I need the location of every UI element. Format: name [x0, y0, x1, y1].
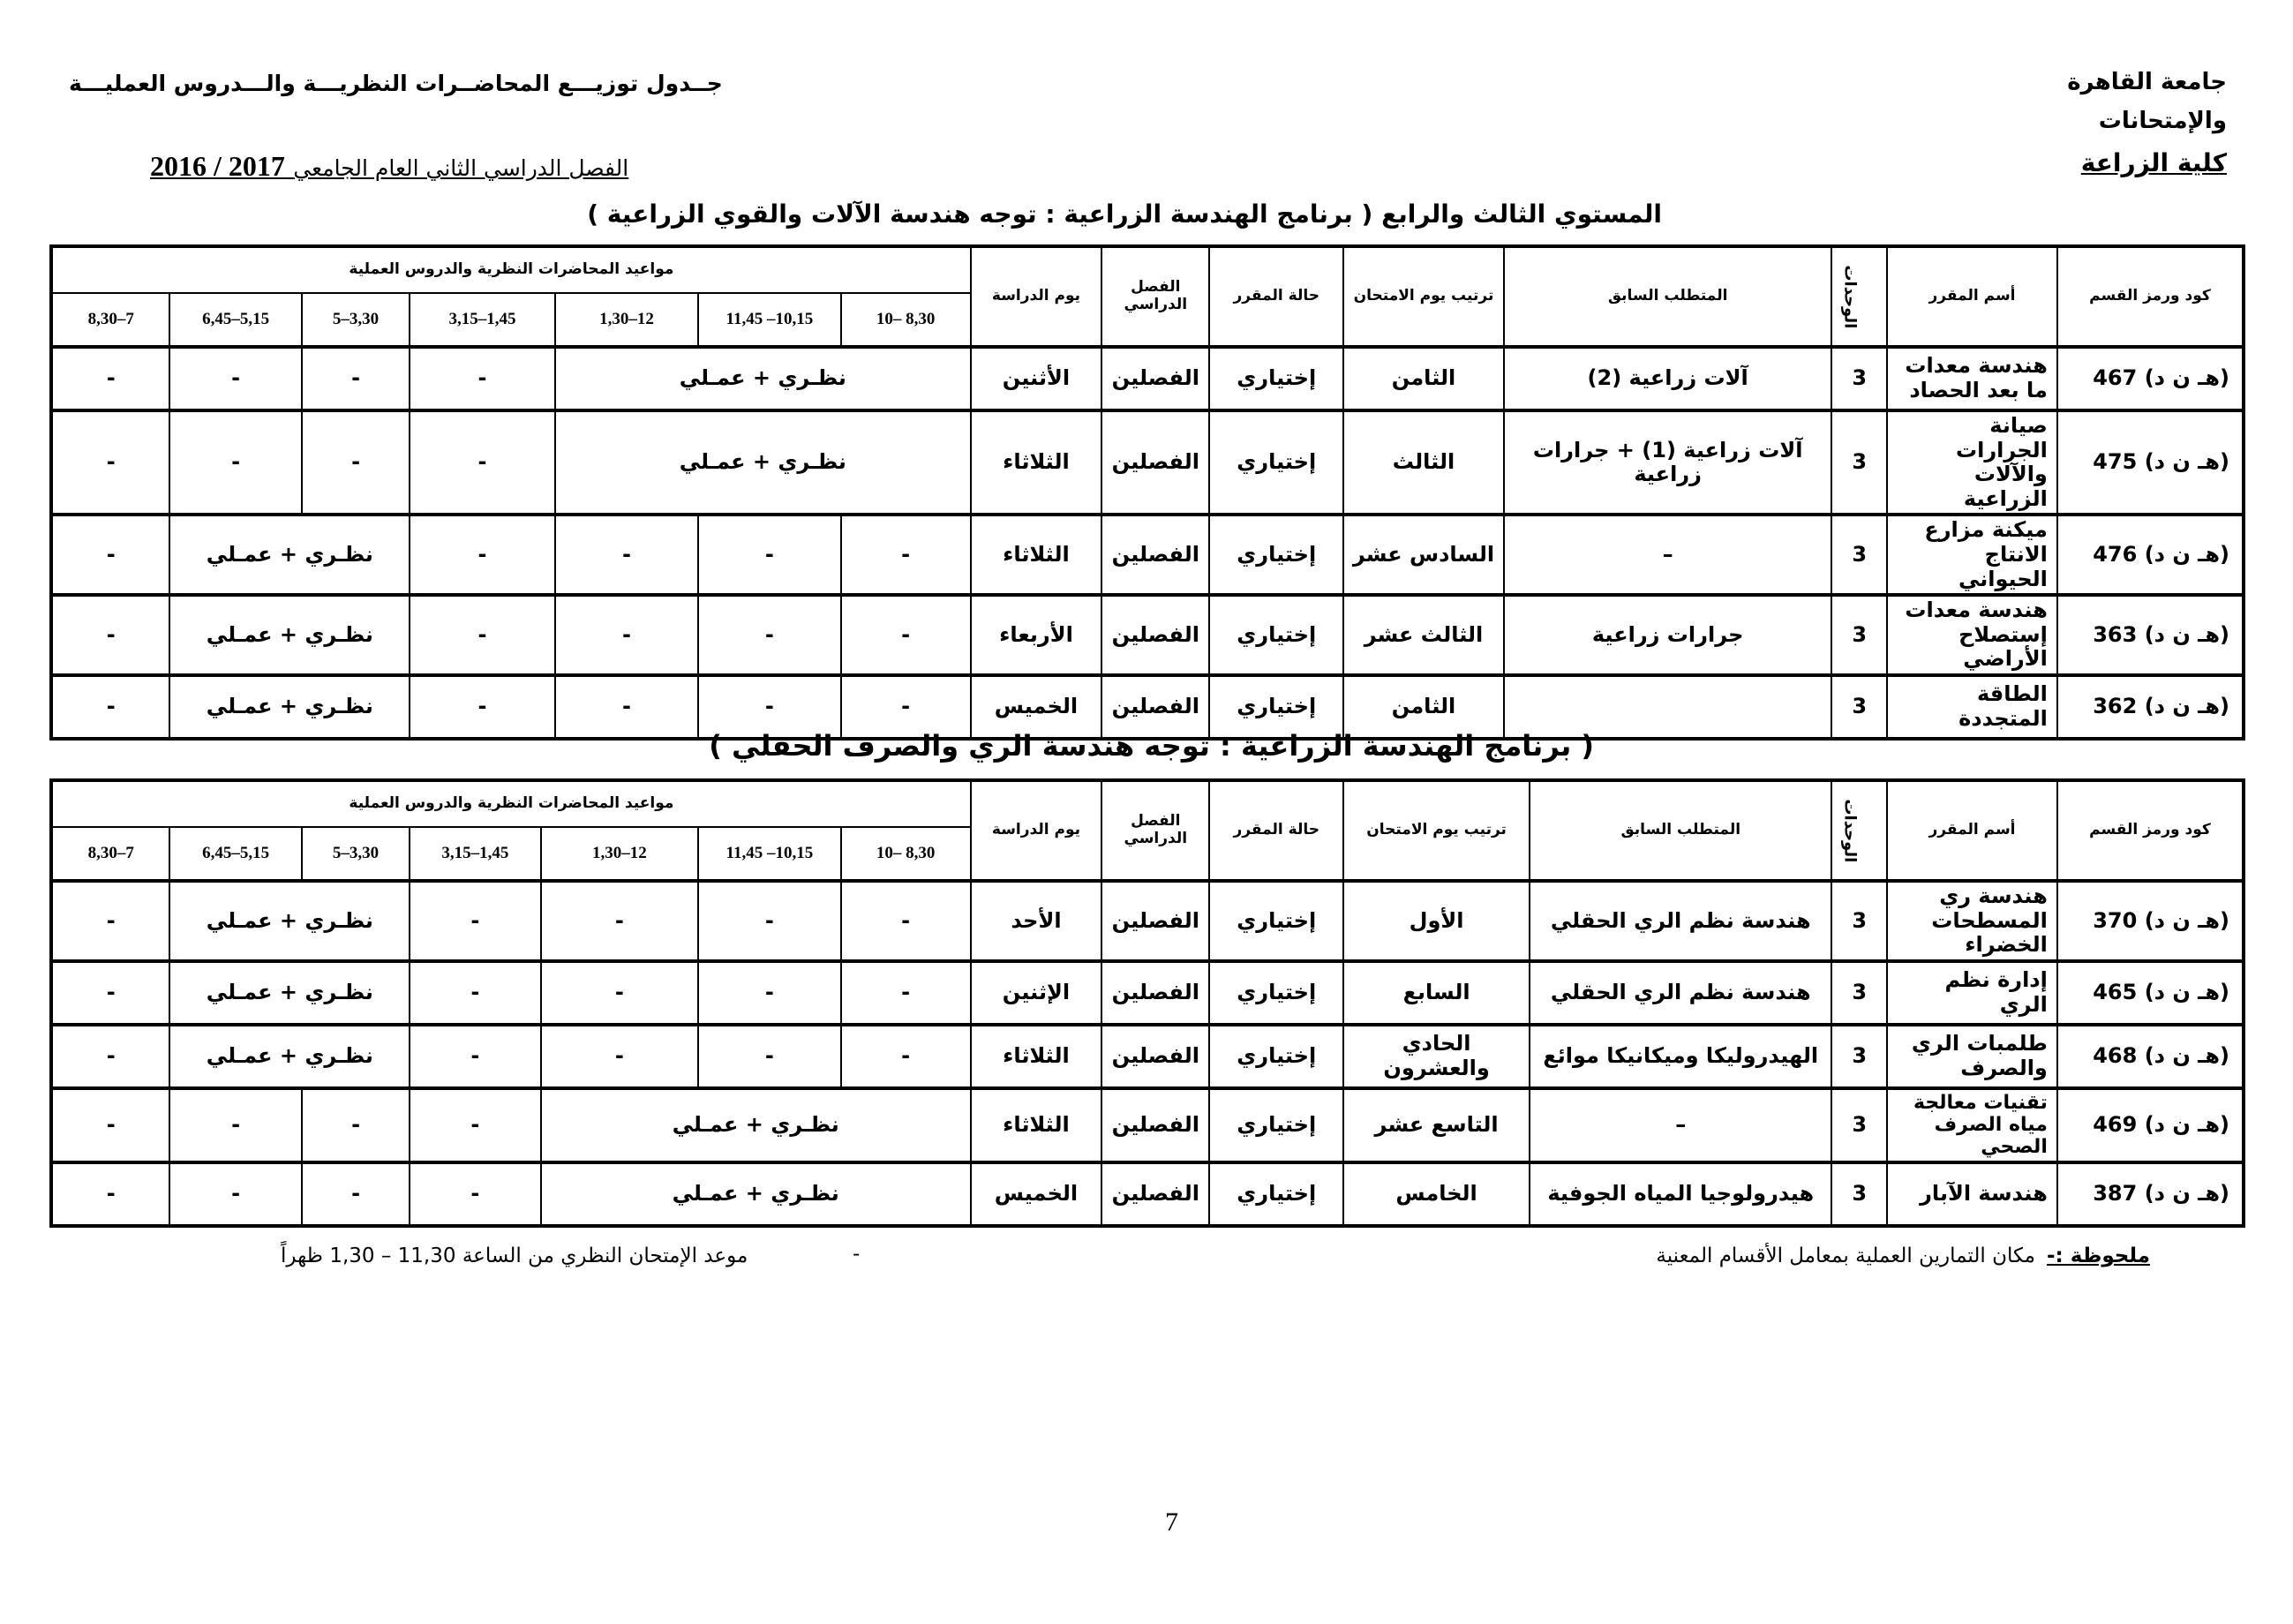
- academic-year: 2016 / 2017: [150, 150, 285, 182]
- course-code: (هـ ن د) 363: [2057, 595, 2244, 675]
- session-cell: نظـري + عمـلي: [169, 515, 410, 595]
- semester-line: [150, 150, 628, 183]
- course-prereq: آلات زراعية (1) + جرارات زراعية: [1504, 410, 1831, 515]
- note-exam-time: موعد الإمتحان النظري من الساعة 11,30 – 1,30 ظهراً: [281, 1244, 748, 1267]
- empty-slot: -: [51, 595, 169, 675]
- course-status: إختياري: [1209, 1088, 1343, 1162]
- note-practical-location: مكان التمارين العملية بمعامل الأقسام المعنية: [1656, 1244, 2035, 1267]
- col-units-header: الوحدات: [1831, 780, 1887, 881]
- col-semester-header: الفصل الدراسي: [1101, 780, 1209, 881]
- empty-slot: -: [51, 515, 169, 595]
- table-row: [51, 410, 2244, 515]
- section1-title: المستوي الثالث والرابع ( برنامج الهندسة الزراعية : توجه هندسة الآلات والقوي الزراعية ): [587, 199, 1662, 229]
- slot-header: 10,15– 11,45: [698, 293, 840, 347]
- slot-header: 1,45–3,15: [410, 827, 540, 881]
- course-units: 3: [1831, 410, 1887, 515]
- table-row: [51, 347, 2244, 410]
- course-status: إختياري: [1209, 1025, 1343, 1088]
- course-units: 3: [1831, 1025, 1887, 1088]
- slot-header: 1,45–3,15: [410, 293, 555, 347]
- col-day-header: يوم الدراسة: [971, 246, 1101, 347]
- empty-slot: -: [169, 347, 301, 410]
- slot-header: 8,30 –10: [841, 827, 971, 881]
- empty-slot: -: [51, 1088, 169, 1162]
- course-status: إختياري: [1209, 1162, 1343, 1226]
- empty-slot: -: [555, 595, 698, 675]
- semester-text: الفصل الدراسي الثاني العام الجامعي: [293, 155, 629, 181]
- empty-slot: -: [841, 675, 971, 739]
- document-title: جــدول توزيـــع المحاضــرات النظريـــة والـــدروس العمليـــة: [69, 71, 723, 96]
- course-units: 3: [1831, 881, 1887, 961]
- course-code: (هـ ن د) 370: [2057, 881, 2244, 961]
- course-semester: الفصلين: [1101, 675, 1209, 739]
- table-row: [51, 1088, 2244, 1162]
- col-schedule-header: مواعيد المحاضرات النظرية والدروس العملية: [51, 780, 971, 827]
- page-number: 7: [1165, 1507, 1178, 1537]
- empty-slot: -: [51, 961, 169, 1025]
- slot-header: 5,15–6,45: [169, 293, 301, 347]
- empty-slot: -: [302, 410, 410, 515]
- empty-slot: -: [410, 515, 555, 595]
- course-prereq: جرارات زراعية: [1504, 595, 1831, 675]
- course-name: تقنيات معالجة مياه الصرف الصحي: [1887, 1088, 2057, 1162]
- session-cell: نظـري + عمـلي: [541, 1162, 971, 1226]
- course-semester: الفصلين: [1101, 1088, 1209, 1162]
- empty-slot: -: [541, 961, 699, 1025]
- empty-slot: -: [698, 881, 840, 961]
- empty-slot: -: [169, 1088, 301, 1162]
- table-row: [51, 1162, 2244, 1226]
- session-cell: نظـري + عمـلي: [169, 961, 410, 1025]
- empty-slot: -: [302, 347, 410, 410]
- empty-slot: -: [302, 1162, 410, 1226]
- empty-slot: -: [410, 675, 555, 739]
- empty-slot: -: [51, 1162, 169, 1226]
- empty-slot: -: [698, 961, 840, 1025]
- course-name: هندسة ري المسطحات الخضراء: [1887, 881, 2057, 961]
- empty-slot: -: [169, 1162, 301, 1226]
- study-day: الأحد: [971, 881, 1101, 961]
- course-status: إختياري: [1209, 515, 1343, 595]
- empty-slot: -: [410, 961, 540, 1025]
- empty-slot: -: [169, 410, 301, 515]
- course-code: (هـ ن د) 476: [2057, 515, 2244, 595]
- slot-header: 5,15–6,45: [169, 827, 301, 881]
- course-name: طلمبات الري والصرف: [1887, 1025, 2057, 1088]
- empty-slot: -: [410, 595, 555, 675]
- empty-slot: -: [51, 881, 169, 961]
- course-prereq: هندسة نظم الري الحقلي: [1530, 961, 1831, 1025]
- study-day: الخميس: [971, 675, 1101, 739]
- study-day: الثلاثاء: [971, 1088, 1101, 1162]
- course-prereq: –: [1530, 1088, 1831, 1162]
- empty-slot: -: [841, 1025, 971, 1088]
- course-semester: الفصلين: [1101, 410, 1209, 515]
- course-status: إختياري: [1209, 347, 1343, 410]
- empty-slot: -: [841, 515, 971, 595]
- slot-header: 3,30–5: [302, 293, 410, 347]
- empty-slot: -: [51, 1025, 169, 1088]
- course-semester: الفصلين: [1101, 515, 1209, 595]
- empty-slot: -: [410, 410, 555, 515]
- empty-slot: -: [541, 1025, 699, 1088]
- course-name: هندسة الآبار: [1887, 1162, 2057, 1226]
- course-prereq: الهيدروليكا وميكانيكا موائع: [1530, 1025, 1831, 1088]
- empty-slot: -: [410, 347, 555, 410]
- col-code-header: كود ورمز القسم: [2057, 246, 2244, 347]
- session-cell: نظـري + عمـلي: [169, 675, 410, 739]
- exam-order: الثامن: [1343, 347, 1504, 410]
- exam-order: الأول: [1343, 881, 1530, 961]
- course-units: 3: [1831, 1162, 1887, 1226]
- empty-slot: -: [51, 347, 169, 410]
- study-day: الثلاثاء: [971, 410, 1101, 515]
- study-day: الثلاثاء: [971, 1025, 1101, 1088]
- col-units-header: الوحدات: [1831, 246, 1887, 347]
- table2-header-row: [51, 780, 2244, 827]
- course-prereq: هندسة نظم الري الحقلي: [1530, 881, 1831, 961]
- study-day: الخميس: [971, 1162, 1101, 1226]
- session-cell: نظـري + عمـلي: [555, 347, 971, 410]
- empty-slot: -: [698, 1025, 840, 1088]
- empty-slot: -: [841, 961, 971, 1025]
- course-units: 3: [1831, 515, 1887, 595]
- course-semester: الفصلين: [1101, 1025, 1209, 1088]
- col-exam-header: ترتيب يوم الامتحان: [1343, 780, 1530, 881]
- course-status: إختياري: [1209, 595, 1343, 675]
- note-label: ملحوظة :-: [2047, 1244, 2150, 1267]
- empty-slot: -: [841, 881, 971, 961]
- empty-slot: -: [555, 515, 698, 595]
- exam-order: الثامن: [1343, 675, 1504, 739]
- study-day: الإثنين: [971, 961, 1101, 1025]
- slot-header: 12–1,30: [541, 827, 699, 881]
- session-cell: نظـري + عمـلي: [169, 595, 410, 675]
- course-units: 3: [1831, 595, 1887, 675]
- course-status: إختياري: [1209, 410, 1343, 515]
- course-code: (هـ ن د) 465: [2057, 961, 2244, 1025]
- table1-header-row: [51, 246, 2244, 293]
- study-day: الثلاثاء: [971, 515, 1101, 595]
- table-row: [51, 515, 2244, 595]
- exam-order: السابع: [1343, 961, 1530, 1025]
- session-cell: نظـري + عمـلي: [555, 410, 971, 515]
- exams-label: والإمتحانات: [2098, 108, 2227, 134]
- col-code-header: كود ورمز القسم: [2057, 780, 2244, 881]
- course-code: (هـ ن د) 475: [2057, 410, 2244, 515]
- col-status-header: حالة المقرر: [1209, 780, 1343, 881]
- course-units: 3: [1831, 961, 1887, 1025]
- course-status: إختياري: [1209, 675, 1343, 739]
- slot-header: 8,30 –10: [841, 293, 971, 347]
- exam-order: الثالث: [1343, 410, 1504, 515]
- empty-slot: -: [51, 675, 169, 739]
- empty-slot: -: [410, 881, 540, 961]
- course-name: إدارة نظم الري: [1887, 961, 2057, 1025]
- empty-slot: -: [698, 515, 840, 595]
- course-code: (هـ ن د) 467: [2057, 347, 2244, 410]
- course-name: هندسة معدات إستصلاح الأراضي: [1887, 595, 2057, 675]
- slot-header: 10,15– 11,45: [698, 827, 840, 881]
- col-day-header: يوم الدراسة: [971, 780, 1101, 881]
- course-code: (هـ ن د) 387: [2057, 1162, 2244, 1226]
- note-dash: -: [853, 1243, 861, 1266]
- course-name: هندسة معدات ما بعد الحصاد: [1887, 347, 2057, 410]
- course-semester: الفصلين: [1101, 881, 1209, 961]
- course-semester: الفصلين: [1101, 347, 1209, 410]
- course-code: (هـ ن د) 468: [2057, 1025, 2244, 1088]
- course-units: 3: [1831, 347, 1887, 410]
- slot-header: 12–1,30: [555, 293, 698, 347]
- empty-slot: -: [698, 595, 840, 675]
- table-row: [51, 961, 2244, 1025]
- exam-order: الثالث عشر: [1343, 595, 1504, 675]
- course-units: 3: [1831, 675, 1887, 739]
- course-semester: الفصلين: [1101, 1162, 1209, 1226]
- col-prereq-header: المتطلب السابق: [1504, 246, 1831, 347]
- schedule-table-2: [49, 778, 2245, 1228]
- exam-order: الحادي والعشرون: [1343, 1025, 1530, 1088]
- course-name: الطاقة المتجددة: [1887, 675, 2057, 739]
- empty-slot: -: [410, 1088, 540, 1162]
- course-semester: الفصلين: [1101, 961, 1209, 1025]
- empty-slot: -: [410, 1025, 540, 1088]
- col-exam-header: ترتيب يوم الامتحان: [1343, 246, 1504, 347]
- empty-slot: -: [410, 1162, 540, 1226]
- course-name: ميكنة مزارع الانتاج الحيواني: [1887, 515, 2057, 595]
- empty-slot: -: [555, 675, 698, 739]
- col-course-header: أسم المقرر: [1887, 780, 2057, 881]
- course-code: (هـ ن د) 362: [2057, 675, 2244, 739]
- empty-slot: -: [51, 410, 169, 515]
- col-prereq-header: المتطلب السابق: [1530, 780, 1831, 881]
- schedule-table-1: [49, 244, 2245, 741]
- exam-order: الخامس: [1343, 1162, 1530, 1226]
- exam-order: السادس عشر: [1343, 515, 1504, 595]
- session-cell: نظـري + عمـلي: [541, 1088, 971, 1162]
- session-cell: نظـري + عمـلي: [169, 1025, 410, 1088]
- faculty-name: كلية الزراعة: [2080, 148, 2227, 177]
- session-cell: نظـري + عمـلي: [169, 881, 410, 961]
- col-status-header: حالة المقرر: [1209, 246, 1343, 347]
- table-row: [51, 1025, 2244, 1088]
- col-course-header: أسم المقرر: [1887, 246, 2057, 347]
- empty-slot: -: [698, 675, 840, 739]
- study-day: الأثنين: [971, 347, 1101, 410]
- course-status: إختياري: [1209, 961, 1343, 1025]
- empty-slot: -: [841, 595, 971, 675]
- empty-slot: -: [541, 881, 699, 961]
- col-schedule-header: مواعيد المحاضرات النظرية والدروس العملية: [51, 246, 971, 293]
- course-code: (هـ ن د) 469: [2057, 1088, 2244, 1162]
- course-semester: الفصلين: [1101, 595, 1209, 675]
- course-units: 3: [1831, 1088, 1887, 1162]
- study-day: الأربعاء: [971, 595, 1101, 675]
- course-prereq: آلات زراعية (2): [1504, 347, 1831, 410]
- col-semester-header: الفصل الدراسي: [1101, 246, 1209, 347]
- slot-header: 7–8,30: [51, 827, 169, 881]
- slot-header: 3,30–5: [302, 827, 410, 881]
- course-name: صيانة الجرارات والآلات الزراعية: [1887, 410, 2057, 515]
- empty-slot: -: [302, 1088, 410, 1162]
- table-row: [51, 881, 2244, 961]
- course-status: إختياري: [1209, 881, 1343, 961]
- table-row: [51, 595, 2244, 675]
- university-name: جامعة القاهرة: [2067, 69, 2227, 95]
- course-prereq: –: [1504, 515, 1831, 595]
- section2-title: ( برنامج الهندسة الزراعية : توجه هندسة الري والصرف الحقلي ): [709, 729, 1594, 763]
- slot-header: 7–8,30: [51, 293, 169, 347]
- exam-order: التاسع عشر: [1343, 1088, 1530, 1162]
- course-prereq: هيدرولوجيا المياه الجوفية: [1530, 1162, 1831, 1226]
